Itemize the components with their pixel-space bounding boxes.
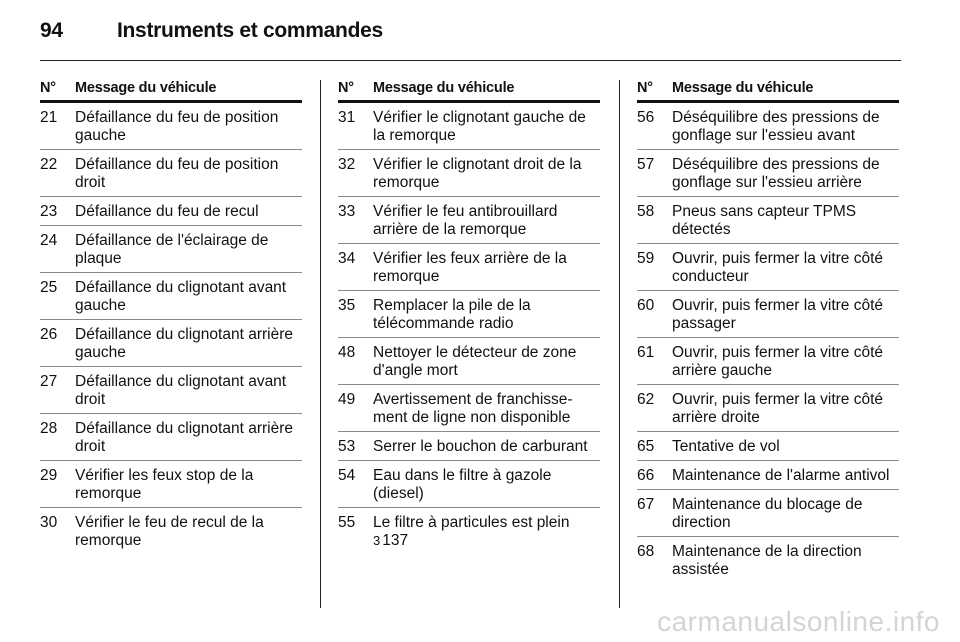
message-number: 56 bbox=[637, 109, 655, 126]
message-line-2: arrière de la remorque bbox=[373, 221, 527, 238]
message-line-2: la remorque bbox=[373, 127, 456, 144]
table-row bbox=[40, 226, 302, 273]
header-message: Message du véhicule bbox=[373, 80, 515, 96]
message-line-2: télécommande radio bbox=[373, 315, 514, 332]
header-num: N° bbox=[338, 80, 354, 96]
message-line-1: Serrer le bouchon de carburant bbox=[373, 438, 588, 455]
message-line-2: remorque bbox=[75, 532, 142, 549]
message-text bbox=[373, 391, 600, 427]
watermark: carmanualsonline.info bbox=[657, 606, 940, 637]
message-line-2: gonflage sur l'essieu avant bbox=[672, 127, 856, 144]
message-line-1: Défaillance de l'éclairage de bbox=[75, 232, 269, 249]
message-text bbox=[672, 391, 899, 427]
message-line-1: Avertissement de franchisse- bbox=[373, 391, 573, 408]
table-row bbox=[637, 150, 899, 197]
message-text bbox=[672, 467, 899, 485]
message-number: 60 bbox=[637, 297, 655, 314]
table-row bbox=[637, 197, 899, 244]
message-line-2: arrière gauche bbox=[672, 362, 772, 379]
table-row bbox=[40, 273, 302, 320]
message-text bbox=[75, 109, 302, 145]
message-line-1: Vérifier les feux arrière de la bbox=[373, 250, 567, 267]
message-line-1: Remplacer la pile de la bbox=[373, 297, 531, 314]
table-header bbox=[338, 80, 600, 103]
message-line-1: Maintenance de la direction bbox=[672, 543, 862, 560]
table-row bbox=[338, 461, 600, 508]
table-row bbox=[637, 244, 899, 291]
message-line-1: Maintenance de l'alarme antivol bbox=[672, 467, 890, 484]
message-line-1: Défaillance du clignotant avant bbox=[75, 279, 287, 296]
message-line-2: gauche bbox=[75, 297, 126, 314]
message-number: 26 bbox=[40, 326, 58, 343]
message-number: 55 bbox=[338, 514, 356, 531]
message-line-2: gauche bbox=[75, 127, 126, 144]
message-line-2: direction bbox=[672, 514, 731, 531]
table-row bbox=[338, 291, 600, 338]
message-text bbox=[75, 514, 302, 550]
table-row bbox=[637, 537, 899, 583]
message-line-2: gonflage sur l'essieu arrière bbox=[672, 174, 862, 191]
message-line-2: remorque bbox=[75, 485, 142, 502]
header-message: Message du véhicule bbox=[672, 80, 814, 96]
message-number: 29 bbox=[40, 467, 58, 484]
message-text bbox=[373, 514, 600, 550]
messages-table-column-3 bbox=[637, 80, 899, 583]
message-number: 49 bbox=[338, 391, 356, 408]
message-number: 25 bbox=[40, 279, 58, 296]
table-row bbox=[338, 103, 600, 150]
table-row bbox=[338, 508, 600, 554]
table-row bbox=[40, 461, 302, 508]
message-line-2: droit bbox=[75, 438, 106, 455]
table-row bbox=[40, 508, 302, 554]
message-number: 27 bbox=[40, 373, 58, 390]
message-line-2: ment de ligne non disponible bbox=[373, 409, 571, 426]
table-row bbox=[338, 338, 600, 385]
message-line-2: détectés bbox=[672, 221, 731, 238]
message-number: 28 bbox=[40, 420, 58, 437]
page-title: Instruments et commandes bbox=[117, 19, 383, 42]
message-text bbox=[75, 373, 302, 409]
table-row bbox=[40, 367, 302, 414]
message-number: 30 bbox=[40, 514, 58, 531]
message-number: 62 bbox=[637, 391, 655, 408]
message-line-2: conducteur bbox=[672, 268, 749, 285]
message-text bbox=[373, 250, 600, 286]
message-text bbox=[373, 297, 600, 333]
column-divider-1 bbox=[320, 80, 321, 608]
message-number: 33 bbox=[338, 203, 356, 220]
message-number: 66 bbox=[637, 467, 655, 484]
page-reference: 137 bbox=[382, 532, 409, 549]
table-row bbox=[637, 291, 899, 338]
message-line-1: Défaillance du clignotant avant bbox=[75, 373, 287, 390]
message-text bbox=[75, 420, 302, 456]
message-line-2 bbox=[373, 532, 600, 550]
header-num: N° bbox=[40, 80, 56, 96]
table-row bbox=[40, 103, 302, 150]
message-text bbox=[672, 203, 899, 239]
message-number: 65 bbox=[637, 438, 655, 455]
message-line-1: Vérifier le clignotant droit de la bbox=[373, 156, 582, 173]
message-number: 21 bbox=[40, 109, 58, 126]
message-number: 34 bbox=[338, 250, 356, 267]
table-rows bbox=[40, 103, 302, 554]
message-line-2: passager bbox=[672, 315, 736, 332]
message-number: 54 bbox=[338, 467, 356, 484]
message-number: 24 bbox=[40, 232, 58, 249]
message-text bbox=[75, 232, 302, 268]
message-line-1: Défaillance du clignotant arrière bbox=[75, 420, 293, 437]
message-text bbox=[75, 326, 302, 362]
message-text bbox=[672, 438, 899, 456]
message-text bbox=[75, 156, 302, 192]
table-row bbox=[338, 150, 600, 197]
table-row bbox=[338, 432, 600, 461]
table-row bbox=[338, 197, 600, 244]
message-line-2: gauche bbox=[75, 344, 126, 361]
message-line-2: assistée bbox=[672, 561, 729, 578]
message-line-1: Défaillance du feu de recul bbox=[75, 203, 259, 220]
message-text bbox=[672, 543, 899, 579]
message-line-1: Le filtre à particules est plein bbox=[373, 514, 570, 531]
message-text bbox=[373, 203, 600, 239]
page-reference-icon: 3 bbox=[373, 533, 381, 548]
message-line-1: Déséquilibre des pressions de bbox=[672, 156, 880, 173]
message-line-1: Déséquilibre des pressions de bbox=[672, 109, 880, 126]
table-rows bbox=[637, 103, 899, 583]
message-line-1: Tentative de vol bbox=[672, 438, 780, 455]
message-number: 53 bbox=[338, 438, 356, 455]
message-line-1: Défaillance du feu de position bbox=[75, 156, 279, 173]
message-number: 31 bbox=[338, 109, 356, 126]
message-line-1: Vérifier le feu de recul de la bbox=[75, 514, 264, 531]
message-line-1: Maintenance du blocage de bbox=[672, 496, 863, 513]
table-row bbox=[637, 490, 899, 537]
message-line-2: plaque bbox=[75, 250, 122, 267]
message-text bbox=[672, 344, 899, 380]
messages-table-column-2 bbox=[338, 80, 600, 554]
header-num: N° bbox=[637, 80, 653, 96]
table-row bbox=[338, 385, 600, 432]
column-divider-2 bbox=[619, 80, 620, 608]
table-rows bbox=[338, 103, 600, 554]
table-header bbox=[40, 80, 302, 103]
message-text bbox=[75, 203, 302, 221]
table-header bbox=[637, 80, 899, 103]
message-text bbox=[373, 156, 600, 192]
message-line-1: Ouvrir, puis fermer la vitre côté bbox=[672, 344, 884, 361]
message-text bbox=[672, 297, 899, 333]
message-number: 61 bbox=[637, 344, 655, 361]
table-row bbox=[637, 338, 899, 385]
table-row bbox=[637, 432, 899, 461]
message-line-2: remorque bbox=[373, 268, 440, 285]
message-text bbox=[75, 279, 302, 315]
message-line-1: Ouvrir, puis fermer la vitre côté bbox=[672, 297, 884, 314]
message-line-2: remorque bbox=[373, 174, 440, 191]
message-line-1: Vérifier le clignotant gauche de bbox=[373, 109, 586, 126]
table-row bbox=[338, 244, 600, 291]
message-line-2: droit bbox=[75, 391, 106, 408]
message-line-2: (diesel) bbox=[373, 485, 424, 502]
message-text bbox=[373, 109, 600, 145]
message-text bbox=[672, 496, 899, 532]
message-text bbox=[373, 344, 600, 380]
message-number: 67 bbox=[637, 496, 655, 513]
message-line-1: Ouvrir, puis fermer la vitre côté bbox=[672, 391, 884, 408]
table-row bbox=[637, 385, 899, 432]
messages-table-column-1 bbox=[40, 80, 302, 554]
message-line-2: d'angle mort bbox=[373, 362, 458, 379]
message-line-1: Vérifier le feu antibrouillard bbox=[373, 203, 558, 220]
header-rule bbox=[40, 60, 901, 61]
message-line-1: Nettoyer le détecteur de zone bbox=[373, 344, 577, 361]
message-number: 48 bbox=[338, 344, 356, 361]
message-number: 23 bbox=[40, 203, 58, 220]
message-number: 22 bbox=[40, 156, 58, 173]
table-row bbox=[637, 103, 899, 150]
table-row bbox=[637, 461, 899, 490]
message-number: 58 bbox=[637, 203, 655, 220]
message-line-2: droit bbox=[75, 174, 106, 191]
message-line-2: arrière droite bbox=[672, 409, 760, 426]
message-line-1: Défaillance du clignotant arrière bbox=[75, 326, 293, 343]
message-line-1: Pneus sans capteur TPMS bbox=[672, 203, 857, 220]
message-text bbox=[373, 438, 600, 456]
message-text bbox=[672, 250, 899, 286]
message-text bbox=[672, 109, 899, 145]
table-row bbox=[40, 414, 302, 461]
message-number: 57 bbox=[637, 156, 655, 173]
page-number: 94 bbox=[40, 19, 63, 42]
message-text bbox=[672, 156, 899, 192]
message-number: 35 bbox=[338, 297, 356, 314]
table-row bbox=[40, 197, 302, 226]
message-line-1: Vérifier les feux stop de la bbox=[75, 467, 254, 484]
message-number: 32 bbox=[338, 156, 356, 173]
message-text bbox=[373, 467, 600, 503]
message-text bbox=[75, 467, 302, 503]
message-number: 59 bbox=[637, 250, 655, 267]
message-line-1: Eau dans le filtre à gazole bbox=[373, 467, 552, 484]
message-line-1: Défaillance du feu de position bbox=[75, 109, 279, 126]
table-row bbox=[40, 150, 302, 197]
message-number: 68 bbox=[637, 543, 655, 560]
table-row bbox=[40, 320, 302, 367]
message-line-1: Ouvrir, puis fermer la vitre côté bbox=[672, 250, 884, 267]
header-message: Message du véhicule bbox=[75, 80, 217, 96]
